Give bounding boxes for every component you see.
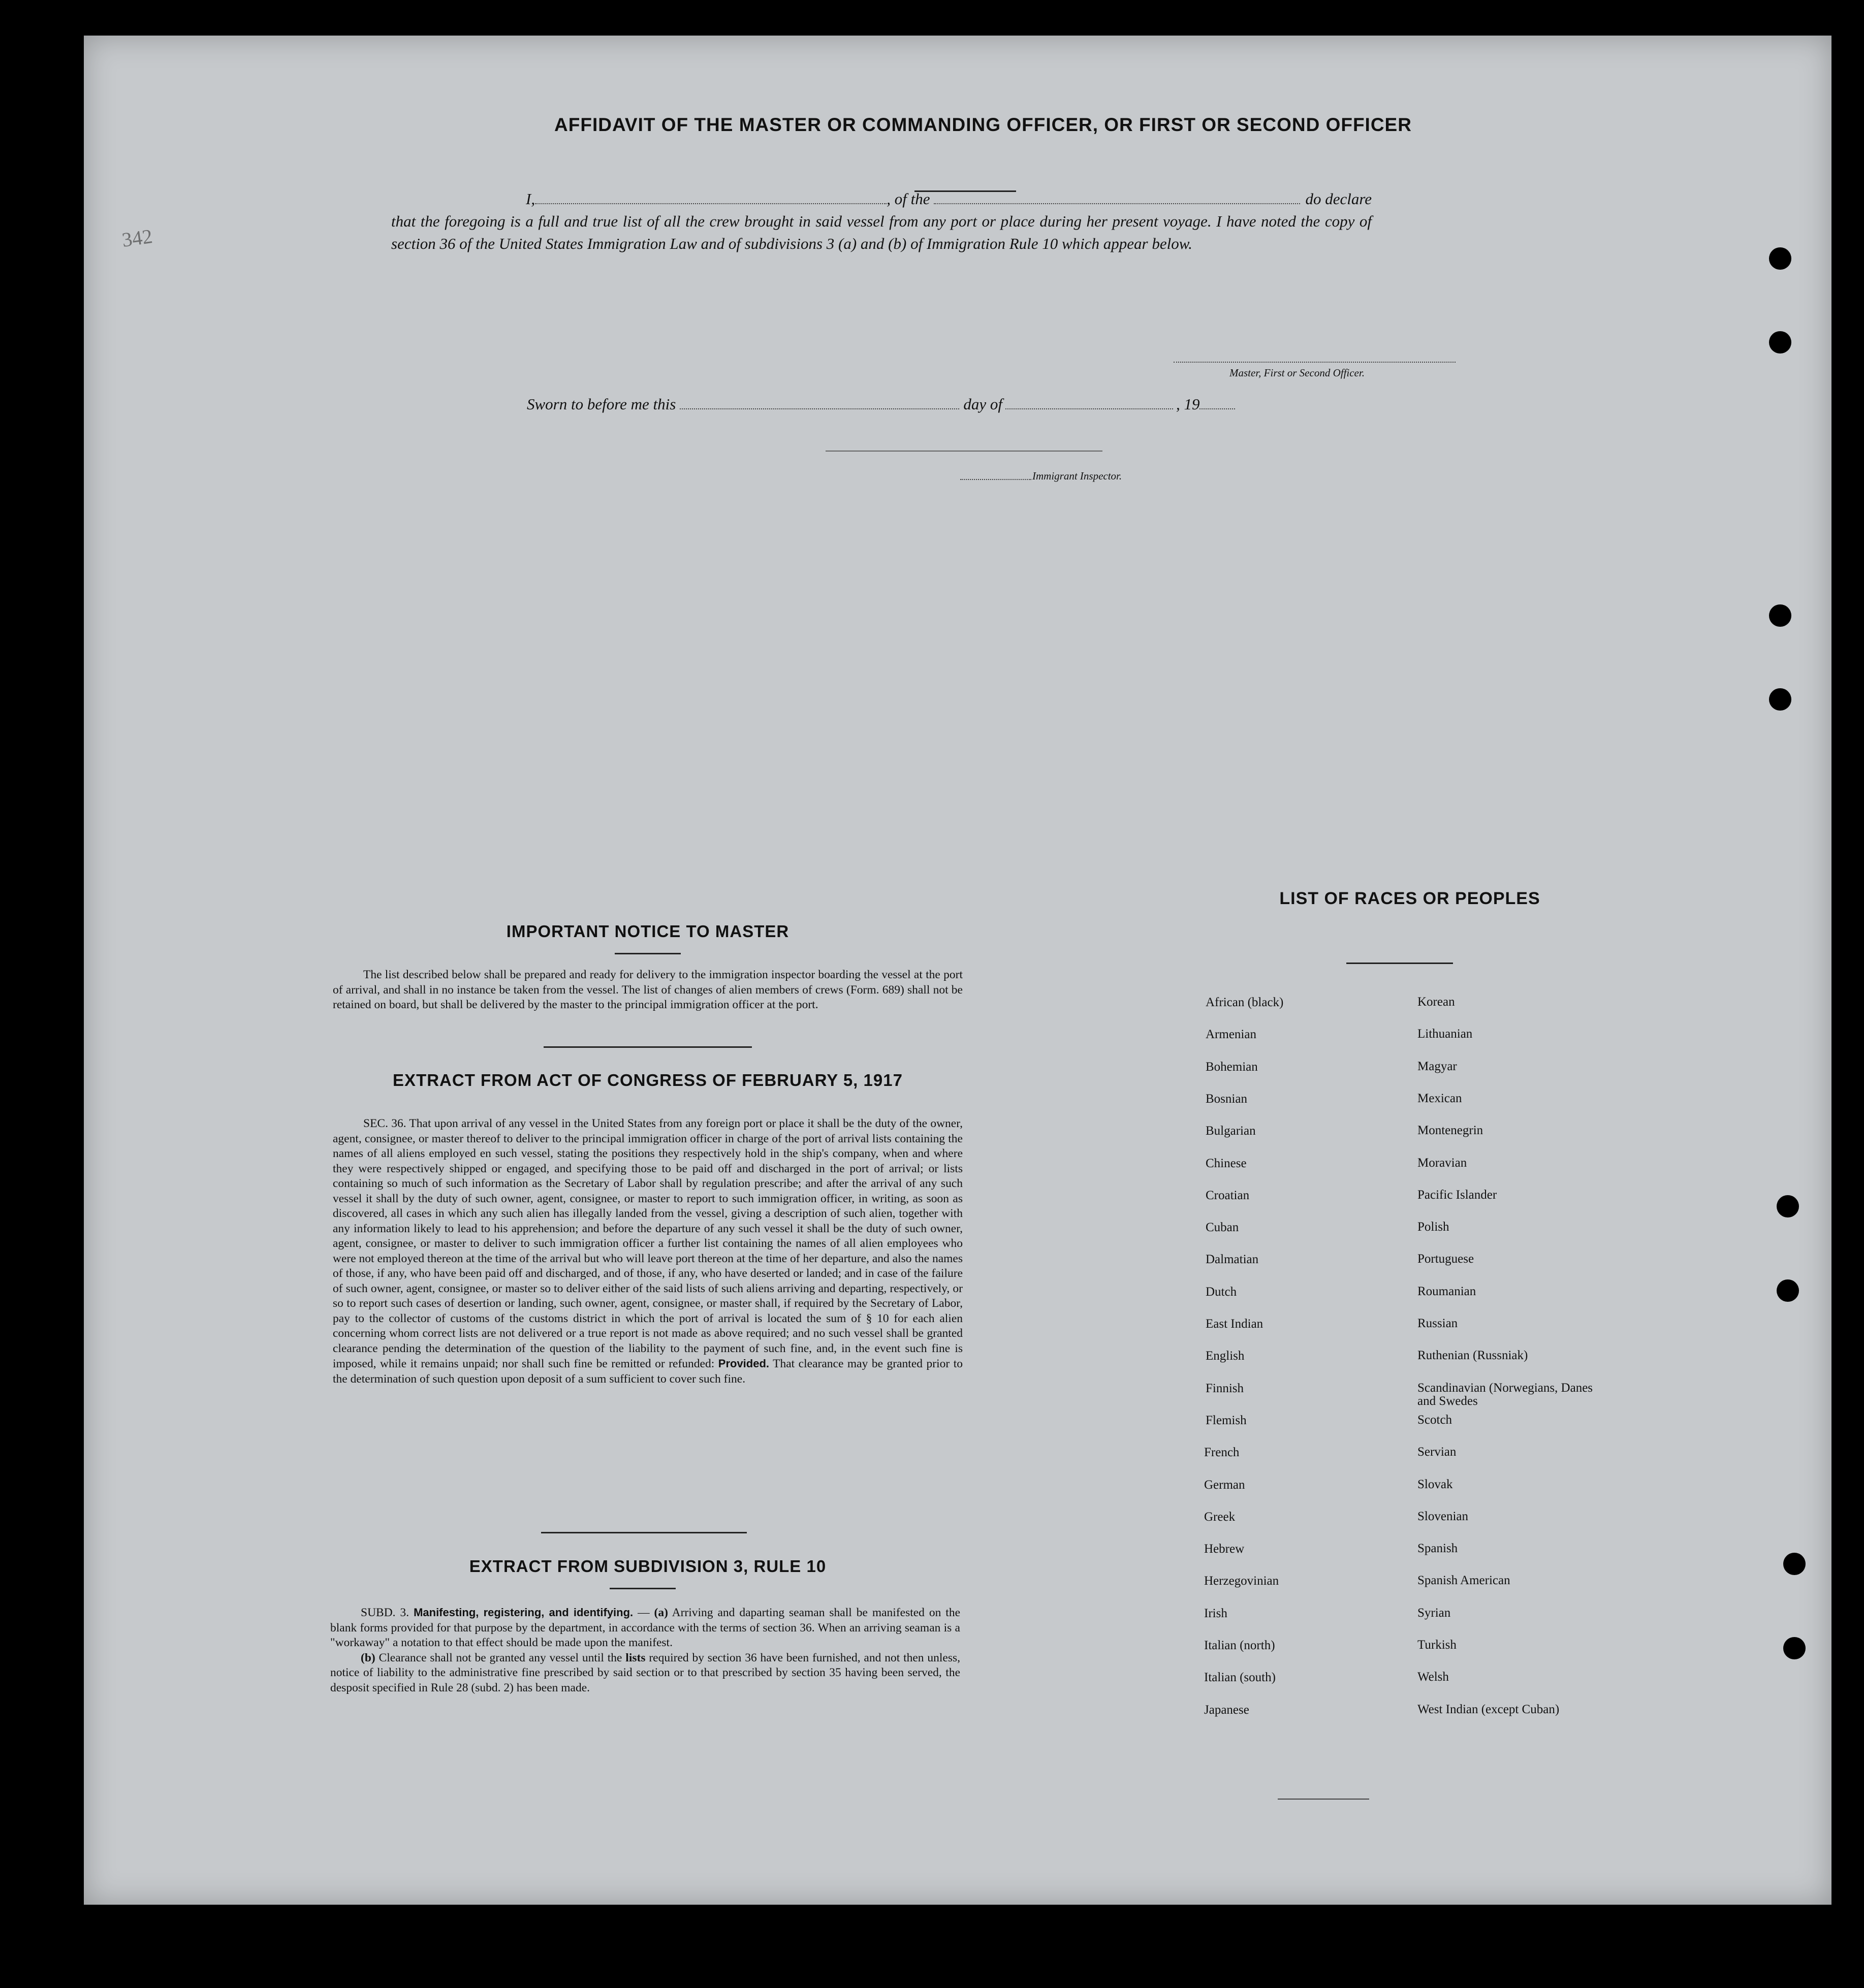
race-item: Moravian bbox=[1417, 1156, 1467, 1170]
affidavit-title: AFFIDAVIT OF THE MASTER OR COMMANDING OFFICER, OR FIRST OR SECOND OFFICER bbox=[554, 114, 1412, 135]
inspector-dotted-line bbox=[960, 479, 1031, 480]
race-item: Portuguese bbox=[1417, 1252, 1474, 1266]
races-title: LIST OF RACES OR PEOPLES bbox=[1279, 889, 1540, 908]
race-item: Korean bbox=[1417, 995, 1455, 1009]
race-item: Lithuanian bbox=[1417, 1027, 1473, 1041]
rule-b-text2: required by section 36 have been furnished, and not then unless, notice of liability to the administrative fine prescribed by said section or to that prescribed by section 35 having been served, the desposit specified in Rule 28 (subd. 2) has been made. bbox=[330, 1651, 960, 1694]
race-item: Polish bbox=[1417, 1220, 1449, 1234]
race-item: Mexican bbox=[1417, 1091, 1462, 1105]
signature-line[interactable] bbox=[1174, 362, 1456, 363]
race-item: Servian bbox=[1417, 1445, 1457, 1459]
day-of-text: day of bbox=[963, 395, 1002, 413]
race-item: Spanish bbox=[1417, 1542, 1458, 1556]
race-item: Spanish American bbox=[1417, 1574, 1510, 1588]
rule-b-lists: lists bbox=[625, 1651, 646, 1664]
sworn-line bbox=[527, 395, 1235, 413]
rule-b-text1: Clearance shall not be granted any vessel until the bbox=[378, 1651, 622, 1664]
race-item: Scotch bbox=[1417, 1413, 1452, 1427]
act-text-end: That clearance may be granted prior to the determination of such question upon deposit of a sum sufficient to cover such fine. bbox=[333, 1357, 963, 1386]
race-item: Ruthenian (Russniak) bbox=[1417, 1349, 1528, 1363]
signature-label: Master, First or Second Officer. bbox=[1229, 367, 1365, 379]
rule-underline bbox=[610, 1588, 676, 1589]
act-text: SEC. 36. That upon arrival of any vessel in the United States from any foreign port or place it shall be the duty of the owner, agent, consignee, or master thereof to deliver to the principal immigration officer in charge of the port of arrival lists containing the names of all aliens employed en such vessel, stating the positions they respectively hold in the ship's company, when and where they were respectively shipped or engaged, and specifying those to be paid off and discharged in the port of arrival; or lists containing so much of such information as the Secretary of Labor shall by regulation prescribe; and after the arrival of any such vessel it shall by the duty of such owner, agent, consignee, or master to report to such immigration officer, in writing, as soon as discovered, all cases in which any such alien has illegally landed from the vessel, giving a description of such alien, together with any information likely to lead to his apprehension; and before the departure of any such vessel it shall be the duty of such owner, agent, consignee, or master to deliver to such immigration officer a further list containing the names of all alien employees who were not employed thereon at the time of the arrival but who will leave port thereon at the time of her departure, and also the names of those, if any, who have been paid off and discharged, and of those, if any, who have deserted or landed; and in case of the failure of such owner, agent, consignee, or master so to deliver either of the said lists of such aliens arriving and departing, respectively, or so to report such cases of desertion or landing, such owner, agent, consignee, or master shall, if required by the Secretary of Labor, pay to the collector of customs of the customs district in which the port of arrival is located the sum of § 10 for each alien concerning whom correct lists are not delivered or a true report is not made as above required; and no such vessel shall be granted clearance pending the determination of the question of the liability to the payment of such fine, and, in the event such fine is imposed, while it remains unpaid; nor shall such fine be remitted or refunded: bbox=[333, 1117, 963, 1370]
race-item: Dutch bbox=[1206, 1285, 1237, 1299]
act-divider bbox=[541, 1532, 747, 1533]
year-blank[interactable] bbox=[1199, 408, 1235, 409]
act-paragraph bbox=[333, 1116, 963, 1387]
sworn-text: Sworn to before me this bbox=[527, 395, 676, 413]
race-item: Irish bbox=[1204, 1606, 1227, 1620]
rule-a-text: Arriving and daparting seaman shall be manifested on the blank forms provided for that purpose by the department, in accordance with the terms of section 36. When an arriving seaman is a "workaway" a notation to that effect should be made upon the manifest. bbox=[330, 1606, 961, 1649]
rule-a-dash: — bbox=[633, 1606, 654, 1619]
race-item: Pacific Islander bbox=[1417, 1188, 1497, 1202]
notice-title: IMPORTANT NOTICE TO MASTER bbox=[506, 922, 789, 941]
handwritten-page-number: 342 bbox=[120, 225, 154, 251]
race-item: Turkish bbox=[1417, 1638, 1457, 1652]
race-item: Magyar bbox=[1417, 1059, 1457, 1073]
race-item: Syrian bbox=[1417, 1606, 1451, 1620]
bottom-rule bbox=[1278, 1799, 1369, 1800]
race-item: Slovenian bbox=[1417, 1509, 1468, 1523]
name-blank[interactable] bbox=[535, 203, 887, 204]
act-title: EXTRACT FROM ACT OF CONGRESS OF FEBRUARY 5, 1917 bbox=[393, 1071, 903, 1089]
race-item: Bosnian bbox=[1206, 1092, 1247, 1106]
race-item: Greek bbox=[1204, 1510, 1236, 1524]
race-item: Herzegovinian bbox=[1204, 1574, 1279, 1588]
race-item: Chinese bbox=[1206, 1156, 1247, 1170]
notice-text: The list described below shall be prepared and ready for delivery to the immigration inspector boarding the vessel at the port of arrival, and shall in no instance be taken from the vessel. The list of changes of alien members of crews (Form. 689) shall not be retained on board, but shall be delivered by the master to the principal immigration officer at the port. bbox=[333, 968, 963, 1011]
race-item: Slovak bbox=[1417, 1477, 1453, 1491]
binder-hole bbox=[1769, 247, 1791, 270]
binder-hole bbox=[1777, 1279, 1799, 1302]
race-item: Finnish bbox=[1206, 1381, 1244, 1395]
rule-title: EXTRACT FROM SUBDIVISION 3, RULE 10 bbox=[469, 1557, 827, 1576]
race-item: East Indian bbox=[1206, 1317, 1263, 1331]
rule-a-bold: Manifesting, registering, and identifying. bbox=[414, 1606, 634, 1619]
notice-divider bbox=[544, 1046, 752, 1048]
notice-underline bbox=[615, 953, 681, 954]
race-item: German bbox=[1204, 1478, 1245, 1492]
rule-b-label: (b) bbox=[361, 1651, 375, 1664]
race-item: West Indian (except Cuban) bbox=[1417, 1702, 1560, 1716]
race-item: Italian (south) bbox=[1204, 1671, 1276, 1685]
race-item: Cuban bbox=[1206, 1221, 1239, 1235]
vessel-blank[interactable] bbox=[934, 203, 1300, 204]
act-provided: Provided. bbox=[718, 1357, 770, 1370]
binder-hole bbox=[1783, 1553, 1806, 1575]
binder-hole bbox=[1769, 604, 1791, 627]
race-item: Bulgarian bbox=[1206, 1124, 1256, 1138]
race-item: French bbox=[1204, 1446, 1240, 1460]
races-underline bbox=[1346, 963, 1453, 964]
affidavit-first-line bbox=[391, 188, 1372, 210]
race-item: Bohemian bbox=[1206, 1060, 1258, 1074]
inspector-signature-line[interactable] bbox=[826, 451, 1102, 452]
rule-a-label: (a) bbox=[654, 1606, 668, 1619]
race-item: Armenian bbox=[1206, 1028, 1256, 1042]
race-item: Hebrew bbox=[1204, 1542, 1245, 1556]
rule-paragraph bbox=[330, 1605, 960, 1695]
race-item: Scandinavian (Norwegians, Danes and Swedes bbox=[1417, 1381, 1593, 1408]
race-item: Russian bbox=[1417, 1317, 1458, 1330]
notice-paragraph bbox=[333, 968, 963, 1013]
race-item: Italian (north) bbox=[1204, 1639, 1275, 1652]
binder-hole bbox=[1769, 688, 1791, 711]
race-item: Roumanian bbox=[1417, 1284, 1476, 1298]
race-item: Flemish bbox=[1206, 1413, 1247, 1427]
race-item: Japanese bbox=[1204, 1703, 1249, 1717]
affidavit-do-declare: do declare bbox=[1305, 190, 1372, 208]
race-item: Welsh bbox=[1417, 1670, 1449, 1684]
race-item: Dalmatian bbox=[1206, 1253, 1259, 1267]
binder-hole bbox=[1783, 1637, 1806, 1659]
sworn-day-blank[interactable] bbox=[680, 408, 959, 409]
affidavit-of-the: , of the bbox=[887, 190, 930, 208]
year-prefix: , 19 bbox=[1176, 395, 1200, 413]
affidavit-i: I, bbox=[526, 190, 535, 208]
inspector-label: Immigrant Inspector. bbox=[1032, 470, 1122, 482]
race-item: Montenegrin bbox=[1417, 1124, 1483, 1138]
rule-a-prefix: SUBD. 3. bbox=[361, 1606, 409, 1619]
race-item: Croatian bbox=[1206, 1188, 1250, 1202]
month-blank[interactable] bbox=[1005, 408, 1173, 409]
race-item: African (black) bbox=[1206, 996, 1284, 1009]
binder-hole bbox=[1777, 1195, 1799, 1217]
affidavit-statement: that the foregoing is a full and true list of all the crew brought in said vessel from any port or place during her present voyage. I have noted the copy of section 36 of the United States Immigration Law and of subdivisions 3 (a) and (b) of Immigration Rule 10 which appear below. bbox=[391, 212, 1372, 252]
race-item: English bbox=[1206, 1349, 1245, 1363]
affidavit-body bbox=[391, 188, 1372, 255]
binder-hole bbox=[1769, 331, 1791, 354]
